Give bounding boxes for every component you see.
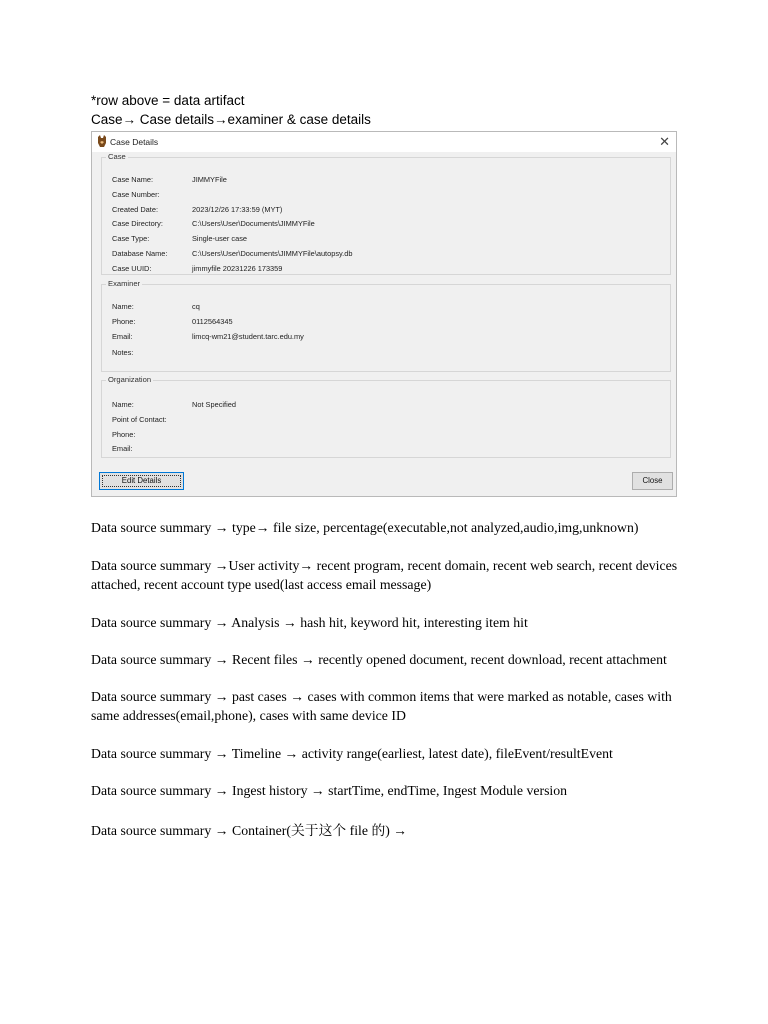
org-phone-label: Phone: — [112, 430, 136, 439]
case-number-label: Case Number: — [112, 190, 160, 199]
summary-ingest-history-paragraph: Data source summary → Ingest history → startTime, endTime, Ingest Module version — [91, 783, 568, 798]
examiner-name-value: cq — [192, 302, 200, 311]
summary-container-paragraph: Data source summary → Container(关于这个 file 的) → — [91, 823, 408, 838]
database-name-value: C:\Users\User\Documents\JIMMYFile\autopsy.db — [192, 249, 353, 258]
focus-ring — [102, 475, 181, 487]
org-contact-label: Point of Contact: — [112, 415, 167, 424]
case-directory-value: C:\Users\User\Documents\JIMMYFile — [192, 219, 315, 228]
case-directory-label: Case Directory: — [112, 219, 163, 228]
created-date-value: 2023/12/26 17:33:59 (MYT) — [192, 205, 283, 214]
close-icon[interactable]: ✕ — [659, 134, 670, 149]
summary-type-paragraph: Data source summary → type→ file size, percentage(executable,not analyzed,audio,img,unknown) — [91, 520, 639, 535]
examiner-phone-value: 0112564345 — [192, 317, 233, 326]
close-button[interactable]: Close — [632, 472, 673, 490]
case-type-label: Case Type: — [112, 234, 150, 243]
case-legend: Case — [108, 152, 126, 161]
org-email-label: Email: — [112, 444, 133, 453]
summary-past-cases-paragraph: Data source summary → past cases → cases with common items that were marked as notable, cases with same addresses(email,phone), cases with same device ID — [91, 689, 672, 723]
examiner-legend: Examiner — [108, 279, 141, 288]
case-name-label: Case Name: — [112, 175, 154, 184]
examiner-email-value: limcq-wm21@student.tarc.edu.my — [192, 332, 304, 341]
summary-timeline-paragraph: Data source summary → Timeline → activity range(earliest, latest date), fileEvent/resultEvent — [91, 746, 613, 761]
case-uuid-value: jimmyfile 20231226 173359 — [192, 264, 283, 273]
dialog-title: Case Details — [110, 137, 159, 147]
organization-group — [101, 375, 671, 458]
autopsy-dog-icon — [96, 135, 108, 148]
examiner-name-label: Name: — [112, 302, 134, 311]
examiner-phone-label: Phone: — [112, 317, 136, 326]
case-details-dialog — [91, 131, 677, 497]
organization-legend: Organization — [108, 375, 152, 384]
examiner-email-label: Email: — [112, 332, 133, 341]
case-group — [101, 152, 671, 275]
edit-details-label: Edit Details — [121, 476, 162, 485]
summary-analysis-paragraph: Data source summary → Analysis → hash hit, keyword hit, interesting item hit — [91, 615, 528, 630]
case-type-value: Single-user case — [192, 234, 248, 243]
case-uuid-label: Case UUID: — [112, 264, 152, 273]
examiner-notes-label: Notes: — [112, 348, 134, 357]
summary-user-activity-paragraph: Data source summary →User activity→ recent program, recent domain, recent web search, recent devices attached, recent account type used(last access email message) — [91, 558, 678, 592]
note-line: *row above = data artifact — [91, 93, 245, 108]
dialog-titlebar — [92, 132, 676, 152]
org-name-value: Not Specified — [192, 400, 236, 409]
created-date-label: Created Date: — [112, 205, 159, 214]
summary-recent-files-paragraph: Data source summary → Recent files → recently opened document, recent download, recent attachment — [91, 652, 667, 667]
case-name-value: JIMMYFile — [192, 175, 227, 184]
org-name-label: Name: — [112, 400, 134, 409]
database-name-label: Database Name: — [112, 249, 168, 258]
path-line: Case→ Case details→examiner & case details — [91, 112, 371, 127]
edit-details-button[interactable] — [99, 472, 184, 490]
examiner-group — [101, 279, 671, 372]
